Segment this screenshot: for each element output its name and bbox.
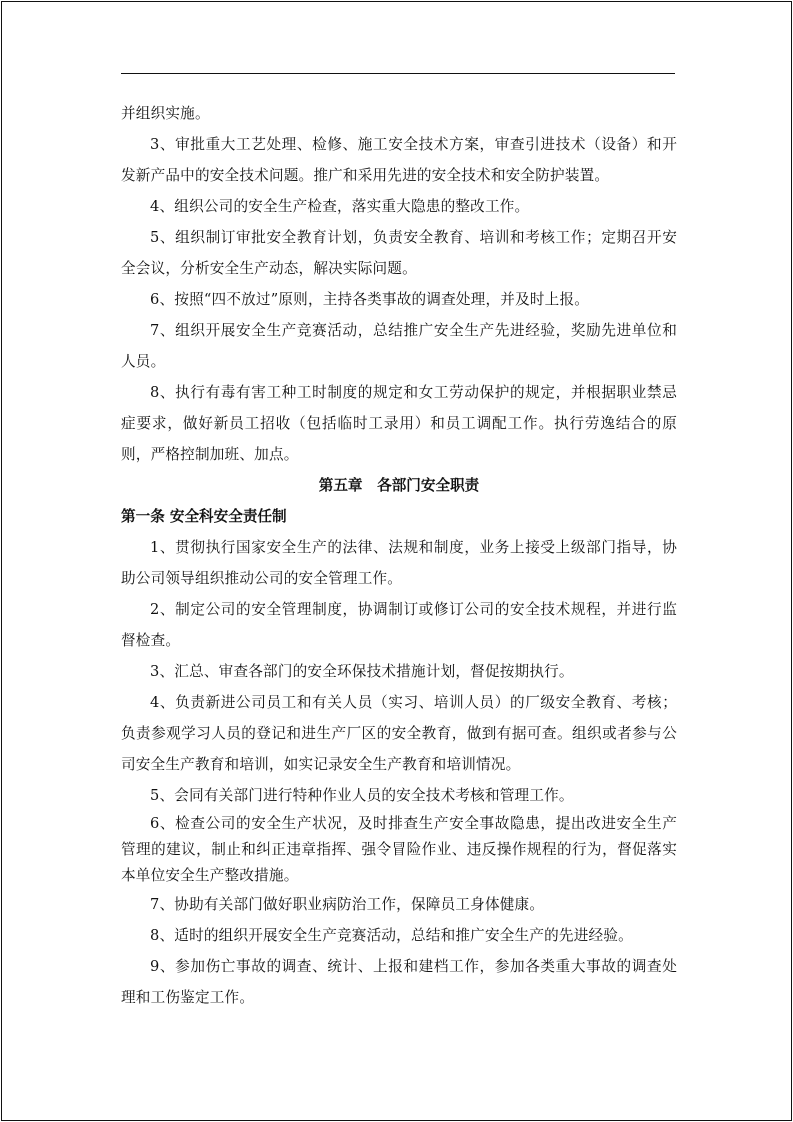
duty-item: 5、组织制订审批安全教育计划，负责安全教育、培训和考核工作；定期召开安全会议，分析安全生产动态，解决实际问题。 — [121, 229, 677, 277]
continuation-paragraph: 并组织实施。 — [121, 105, 210, 122]
header-rule — [121, 73, 675, 74]
article-item: 2、制定公司的安全管理制度，协调制订或修订公司的安全技术规程，并进行监督检查。 — [121, 601, 677, 649]
document-body — [121, 98, 677, 1013]
article-item: 1、贯彻执行国家安全生产的法律、法规和制度，业务上接受上级部门指导，协助公司领导组织推动公司的安全管理工作。 — [121, 539, 677, 587]
article-title: 第一条 安全科安全责任制 — [121, 508, 287, 525]
article-item: 7、协助有关部门做好职业病防治工作，保障员工身体健康。 — [150, 896, 545, 913]
duty-item: 8、执行有毒有害工种工时制度的规定和女工劳动保护的规定，并根据职业禁忌症要求，做好新员工招收（包括临时工录用）和员工调配工作。执行劳逸结合的原则，严格控制加班、加点。 — [121, 384, 677, 463]
duty-item: 7、组织开展安全生产竞赛活动，总结推广安全生产先进经验，奖励先进单位和人员。 — [121, 322, 677, 370]
article-item: 3、汇总、审查各部门的安全环保技术措施计划，督促按期执行。 — [150, 663, 574, 680]
article-item: 4、负责新进公司员工和有关人员（实习、培训人员）的厂级安全教育、考核；负责参观学习人员的登记和进生产厂区的安全教育，做到有据可查。组织或者参与公司安全生产教育和培训，如实记录安全生产教育和培训情况。 — [121, 694, 677, 773]
article-item: 5、会同有关部门进行特种作业人员的安全技术考核和管理工作。 — [150, 787, 574, 804]
duty-item: 4、组织公司的安全生产检查，落实重大隐患的整改工作。 — [150, 198, 530, 215]
chapter-title: 第五章 各部门安全职责 — [318, 477, 480, 494]
document-page — [1, 1, 792, 1121]
article-item: 6、检查公司的安全生产状况，及时排查生产安全事故隐患，提出改进安全生产管理的建议，制止和纠正违章指挥、强令冒险作业、违反操作规程的行为，督促落实本单位安全生产整改措施。 — [121, 815, 677, 884]
duty-item: 6、按照“四不放过”原则，主持各类事故的调查处理，并及时上报。 — [150, 291, 590, 308]
article-item: 8、适时的组织开展安全生产竞赛活动，总结和推广安全生产的先进经验。 — [150, 927, 633, 944]
article-item: 9、参加伤亡事故的调查、统计、上报和建档工作，参加各类重大事故的调查处理和工伤鉴定工作。 — [121, 958, 677, 1006]
duty-item: 3、审批重大工艺处理、检修、施工安全技术方案，审查引进技术（设备）和开发新产品中的安全技术问题。推广和采用先进的安全技术和安全防护装置。 — [121, 136, 677, 184]
